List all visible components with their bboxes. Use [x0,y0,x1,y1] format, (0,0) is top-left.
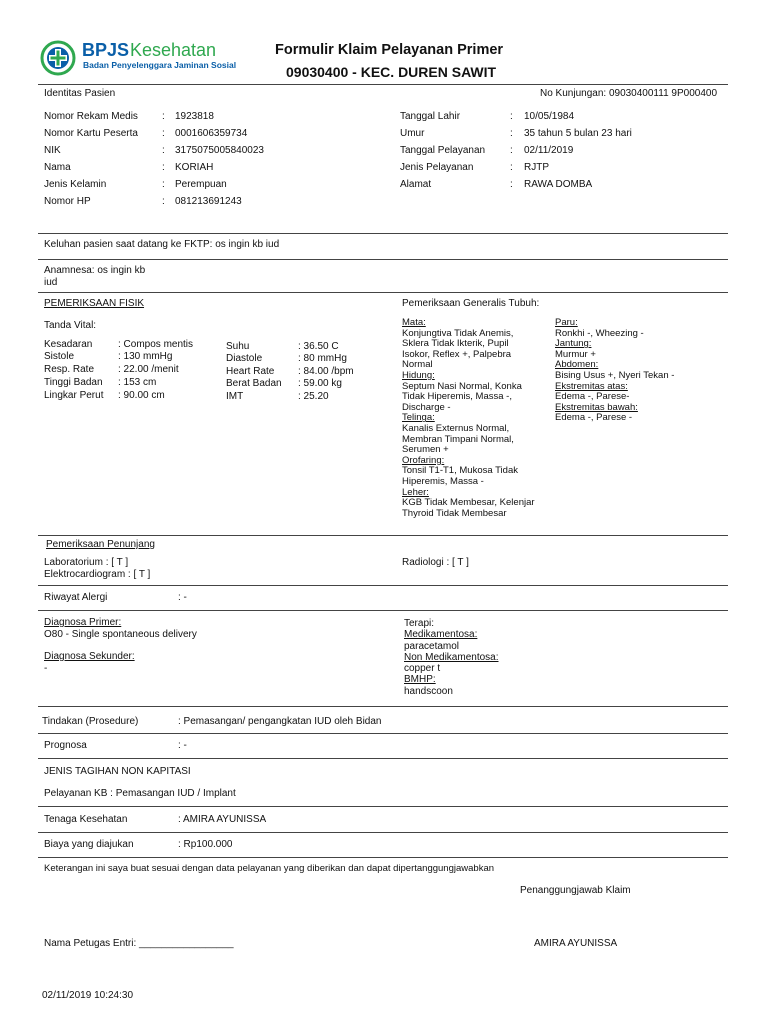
laboratorium: Laboratorium : [ T ] [44,557,129,568]
field-value: 02/11/2019 [524,145,574,156]
logo-subtitle: Badan Penyelenggara Jaminan Sosial [83,60,237,70]
field-label: Jenis Kelamin [44,179,107,190]
divider [38,733,728,734]
elektrocardiogram: Elektrocardiogram : [ T ] [44,569,151,580]
colon: : [162,179,165,190]
generalis-section-label: Paru: [555,317,578,328]
vital-value: : 59.00 kg [298,378,342,389]
generalis-finding: Kanalis Externus Normal, [402,422,510,434]
diagnosa-primer-label: Diagnosa Primer: [44,617,122,628]
generalis-section-label: Leher: [402,486,429,498]
field-label: Nama [44,162,71,173]
field-value: 3175075005840023 [175,145,264,156]
vital-label: IMT [226,391,244,402]
vital-value: : 153 cm [118,377,157,388]
penanggungjawab-name: AMIRA AYUNISSA [534,938,618,949]
keterangan-text: Keterangan ini saya buat sesuai dengan data pelayanan yang diberikan dan dapat dipertanggungjawabkan [44,863,495,874]
colon: : [510,111,513,122]
divider [38,585,728,586]
field-label: NIK [44,145,61,156]
field-label: Umur [400,128,425,139]
generalis-finding: Edema -, Parese - [555,412,633,424]
diagnosa-primer-value: O80 - Single spontaneous delivery [44,629,197,640]
vital-label: Sistole [44,351,75,362]
colon: : [162,128,165,139]
keluhan-text: Keluhan pasien saat datang ke FKTP: os ingin kb iud [44,239,280,250]
field-value: RAWA DOMBA [524,179,593,190]
form-subtitle: 09030400 - KEC. DUREN SAWIT [286,64,497,80]
non-medikamentosa-label: Non Medikamentosa: [404,652,499,663]
generalis-section-label: Ekstremitas bawah: [555,401,638,413]
vital-value: : 25.20 [298,391,329,402]
vital-label: Diastole [226,353,263,364]
field-value: 081213691243 [175,196,242,207]
field-label: Jenis Pelayanan [400,162,474,173]
generalis-finding: Membran Timpani Normal, [402,433,514,445]
vital-value: : 90.00 cm [118,390,165,401]
penunjang-heading: Pemeriksaan Penunjang [46,539,155,550]
divider [38,535,728,536]
biaya-value: : Rp100.000 [178,839,233,850]
divider [38,292,728,293]
generalis-finding: Septum Nasi Normal, Konka [402,380,522,392]
generalis-finding: Isokor, Reflex +, Palpebra [402,348,512,360]
alergi-label: Riwayat Alergi [44,592,108,603]
divider [38,233,728,234]
field-label: Nomor Rekam Medis [44,111,138,122]
divider [38,259,728,260]
vital-label: Berat Badan [226,378,282,389]
field-value: 0001606359734 [175,128,248,139]
anamnesa-line2: iud [44,277,58,288]
tenaga-kesehatan-value: : AMIRA AYUNISSA [178,814,267,825]
generalis-finding: Thyroid Tidak Membesar [402,507,507,519]
generalis-col-1 [402,318,535,519]
terapi-label: Terapi: [404,618,435,629]
generalis-finding: Serumen + [402,444,449,456]
vital-value: : 84.00 /bpm [298,366,354,377]
generalis-finding: Normal [402,359,433,371]
tindakan-value: : Pemasangan/ pengangkatan IUD oleh Bidan [178,716,382,727]
divider [38,857,728,858]
generalis-finding: Bising Usus +, Nyeri Tekan - [555,369,675,381]
tenaga-kesehatan-label: Tenaga Kesehatan [44,814,128,825]
petugas-entri: Nama Petugas Entri: _________________ [44,938,234,949]
field-value: 10/05/1984 [524,111,575,122]
penanggungjawab-label: Penanggungjawab Klaim [520,885,631,896]
no-kunjungan: No Kunjungan: 09030400111 9P000400 [540,88,718,99]
medikamentosa-label: Medikamentosa: [404,629,478,640]
colon: : [162,162,165,173]
tanda-vital-label: Tanda Vital: [44,320,97,331]
vital-label: Kesadaran [44,339,93,350]
vital-value: : Compos mentis [118,339,194,350]
generalis-finding: Tidak Hiperemis, Massa -, [402,391,512,403]
print-timestamp: 02/11/2019 10:24:30 [42,990,134,1001]
diagnosa-sekunder-label: Diagnosa Sekunder: [44,651,135,662]
generalis-finding: Ronkhi -, Wheezing - [555,327,644,339]
field-label: Alamat [400,179,432,190]
generalis-finding: Discharge - [402,401,451,413]
field-value: 1923818 [175,111,214,122]
bmhp-value: handscoon [404,686,453,697]
vital-value: : 36.50 C [298,341,339,352]
prognosa-value: : - [178,740,187,751]
bmhp-label: BMHP: [404,674,436,685]
field-label: Tanggal Pelayanan [400,145,486,156]
field-label: Tanggal Lahir [400,111,461,122]
logo-bpjs-text: BPJS [82,40,130,60]
diagnosa-sekunder-value: - [44,663,48,674]
divider [38,706,728,707]
divider [38,610,728,611]
colon: : [510,179,513,190]
vital-value: : 130 mmHg [118,351,173,362]
generalis-finding: Konjungtiva Tidak Anemis, [402,327,514,339]
colon: : [162,196,165,207]
field-value: Perempuan [175,179,227,190]
bpjs-logo [40,40,237,80]
colon: : [162,111,165,122]
generalis-finding: KGB Tidak Membesar, Kelenjar [402,497,535,509]
non-medikamentosa-value: copper t [404,663,441,674]
generalis-section-label: Hidung: [402,369,435,381]
vital-label: Suhu [226,341,250,352]
divider [38,84,728,85]
generalis-section-label: Orofaring: [402,454,445,466]
bpjs-emblem-icon [40,40,76,76]
tindakan-label: Tindakan (Prosedure) [42,716,139,727]
divider [38,758,728,759]
medikamentosa-value: paracetamol [404,641,460,652]
logo-kesehatan-text: Kesehatan [130,40,217,60]
field-label: Nomor Kartu Peserta [44,128,138,139]
alergi-value: : - [178,592,187,603]
generalis-section-label: Ekstremitas atas: [555,380,628,392]
divider [38,832,728,833]
pemeriksaan-fisik-heading: PEMERIKSAAN FISIK [44,298,145,309]
field-value: RJTP [524,162,549,173]
generalis-finding: Edema -, Parese- [555,391,630,403]
vital-value: : 22.00 /menit [118,364,179,375]
field-value: 35 tahun 5 bulan 23 hari [524,128,632,139]
vital-label: Heart Rate [226,366,275,377]
vital-label: Lingkar Perut [44,390,104,401]
generalis-finding: Tonsil T1-T1, Mukosa Tidak [402,465,518,477]
generalis-finding: Murmur + [555,348,596,360]
colon: : [510,128,513,139]
field-label: Nomor HP [44,196,91,207]
generalis-section-label: Jantung: [555,338,592,350]
divider [38,806,728,807]
generalis-section-label: Mata: [402,317,426,328]
colon: : [162,145,165,156]
tagihan-value: Pelayanan KB : Pemasangan IUD / Implant [44,788,236,799]
generalis-col-2 [555,318,674,424]
vital-label: Tinggi Badan [44,377,103,388]
generalis-finding: Sklera Tidak Ikterik, Pupil [402,338,509,350]
colon: : [510,162,513,173]
vital-value: : 80 mmHg [298,353,347,364]
anamnesa-line1: Anamnesa: os ingin kb [44,265,146,276]
generalis-section-label: Telinga: [402,412,435,424]
radiologi: Radiologi : [ T ] [402,557,469,568]
tagihan-heading: JENIS TAGIHAN NON KAPITASI [44,766,191,777]
generalis-section-label: Abdomen: [555,359,599,371]
biaya-label: Biaya yang diajukan [44,839,134,850]
identitas-label: Identitas Pasien [44,88,116,99]
generalis-heading: Pemeriksaan Generalis Tubuh: [402,298,540,309]
prognosa-label: Prognosa [44,740,87,751]
generalis-finding: Hiperemis, Massa - [402,475,484,487]
field-value: KORIAH [175,162,214,173]
vital-label: Resp. Rate [44,364,95,375]
colon: : [510,145,513,156]
form-title: Formulir Klaim Pelayanan Primer [275,42,504,58]
